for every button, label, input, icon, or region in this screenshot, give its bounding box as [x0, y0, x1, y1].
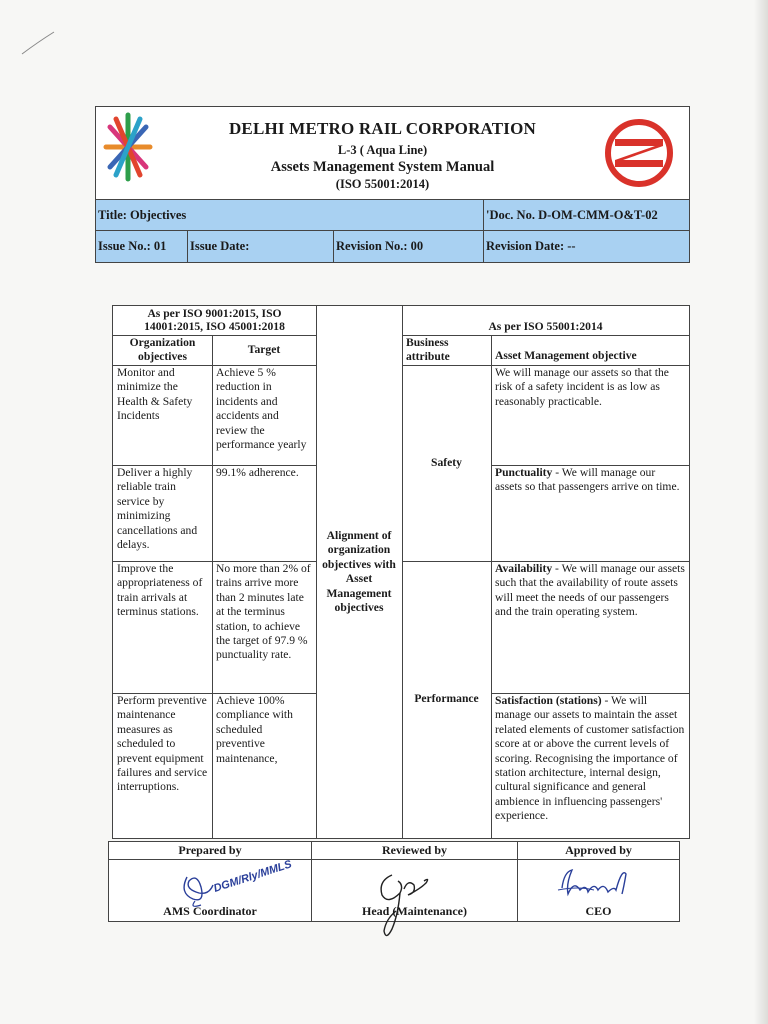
- prepared-cell: [109, 842, 312, 921]
- alignment-cell: Alignment of organization objectives with Asset Management objectives: [322, 528, 396, 614]
- attr-performance: Performance: [414, 692, 479, 706]
- target-4: Achieve 100% compliance with scheduled preventive maintenance,: [216, 694, 293, 765]
- prepared-note-icon: [212, 858, 313, 902]
- target-3: No more than 2% of trains arrive more than 2 minutes late at the terminus station, to achieve the target of 97.9 % punctuality rate.: [216, 562, 311, 662]
- dmrc-metro-logo-icon: [599, 115, 679, 191]
- approved-role: CEO: [585, 904, 612, 918]
- approved-signature-icon: [518, 860, 679, 904]
- am-lead: Availability: [495, 562, 553, 575]
- org-name: DELHI METRO RAIL CORPORATION: [228, 119, 537, 138]
- am-objective-availability: [491, 561, 689, 693]
- target-2: 99.1% adherence.: [216, 466, 299, 479]
- approved-label: Approved by: [518, 842, 679, 860]
- org-objective-3: Improve the appropriateness of train arrivals at terminus stations.: [117, 562, 203, 619]
- col-org-header: Organization objectives: [129, 336, 196, 363]
- approved-cell: [518, 842, 679, 921]
- left-heading: As per ISO 9001:2015, ISO 14001:2015, ISO 45001:2018: [144, 307, 285, 333]
- am-lead: Punctuality: [495, 466, 553, 479]
- prepared-label: Prepared by: [109, 842, 311, 860]
- revision-date-cell: Revision Date: --: [486, 239, 576, 253]
- issue-row: [96, 230, 689, 262]
- title-cell: Title: Objectives: [96, 200, 484, 230]
- am-lead: Satisfaction (stations): [495, 694, 602, 707]
- org-objective-4: Perform preventive maintenance measures as scheduled to prevent equipment failures and service interruptions.: [117, 694, 208, 794]
- doc-no-cell: 'Doc. No. D-OM-CMM-O&T-02: [486, 207, 658, 222]
- am-objective-safety: [491, 365, 689, 465]
- am-text: - We will manage our assets so that passengers arrive on time.: [495, 466, 680, 494]
- dmrc-star-logo-icon: [100, 109, 156, 185]
- prepared-role: AMS Coordinator: [163, 904, 257, 918]
- target-1: Achieve 5 % reduction in incidents and accidents and review the performance yearly: [216, 366, 307, 452]
- am-text: - We will manage our assets to maintain the asset related elements of customer satisfaction score at or above the current levels of scoring. Recognising the importance of station architecture, internal design, cultural significance and general ambience in influencing passengers' experience.: [495, 694, 685, 823]
- manual-name: Assets Management System Manual: [270, 159, 495, 175]
- objectives-table: [112, 305, 690, 839]
- org-objective-1: Monitor and minimize the Health & Safety Incidents: [117, 366, 193, 423]
- header-titles: [186, 119, 579, 192]
- reviewed-cell: [312, 842, 518, 921]
- col-business-header: Business attribute: [406, 336, 450, 363]
- am-objective-satisfaction: [491, 693, 689, 838]
- reviewed-signature-icon: [312, 859, 518, 939]
- pen-mark-icon: [20, 28, 60, 58]
- am-text: - We will manage our assets such that the availability of route assets will meet the needs of our passengers and the train operating system.: [495, 562, 685, 619]
- prepared-note: DGM/Rly/MMLS: [212, 858, 294, 895]
- am-objective-punctuality: [491, 465, 689, 561]
- attr-safety: Safety: [431, 455, 462, 469]
- document-header: [95, 106, 690, 263]
- issue-no-cell: Issue No.: 01: [96, 231, 188, 262]
- am-text: We will manage our assets so that the risk of a safety incident is as low as reasonably practicable.: [495, 366, 669, 408]
- org-objective-2: Deliver a highly reliable train service by minimizing cancellations and delays.: [117, 466, 198, 552]
- title-row: [96, 199, 689, 230]
- col-am-header: Asset Management objective: [495, 349, 637, 362]
- col-target-header: Target: [247, 342, 281, 356]
- page-edge-shadow: [754, 0, 768, 1024]
- signoff-table: [108, 841, 680, 922]
- reviewed-label: Reviewed by: [312, 842, 517, 860]
- revision-no-cell: Revision No.: 00: [334, 231, 484, 262]
- standard-name: (ISO 55001:2014): [335, 177, 430, 191]
- issue-date-cell: Issue Date:: [188, 231, 334, 262]
- line-name: L-3 ( Aqua Line): [337, 143, 428, 157]
- right-heading: As per ISO 55001:2014: [488, 319, 603, 333]
- reviewed-role: Head (Maintenance): [362, 904, 467, 918]
